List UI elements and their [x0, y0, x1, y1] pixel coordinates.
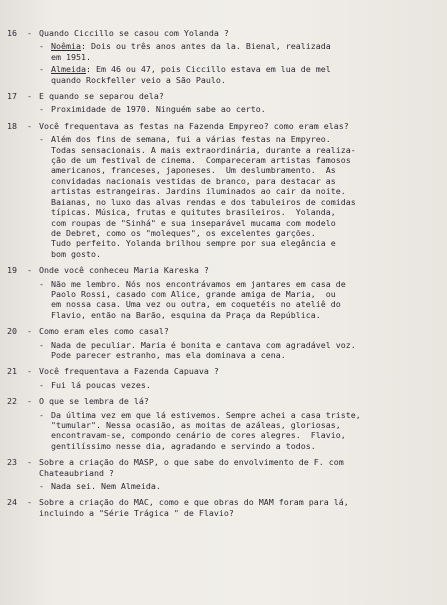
answer: [39, 481, 443, 491]
answer-line: Nada de peculiar. Maria é bonita e cantava com agradável voz.: [51, 339, 356, 350]
question: [7, 265, 443, 275]
question-number: 18: [7, 120, 17, 131]
question-text: [39, 457, 443, 478]
answer-dash: -: [39, 64, 44, 75]
answer-line: Além dos fins de semana, fui a várias festas na Empyreo.: [51, 134, 331, 145]
question-dash: -: [27, 396, 32, 407]
answer-line: Tudo perfeito. Yolanda brilhou sempre por sua elegância e: [51, 238, 336, 249]
question: [7, 326, 443, 336]
question-line: Quando Ciccillo se casou com Yolanda ?: [39, 28, 229, 38]
question-dash: -: [27, 457, 32, 468]
question: [7, 497, 443, 518]
question-line: E quando se separou dela?: [39, 91, 164, 102]
answer-line: convidadas nacionais vestidas de branco, para destacar as: [51, 175, 336, 186]
question-block: [7, 326, 443, 360]
answer-dash: -: [39, 134, 44, 145]
question-line: Como eram eles como casal?: [39, 326, 169, 337]
question-number: 17: [7, 91, 17, 102]
answer-line: Pode parecer estranho, mas ela dominava a cena.: [51, 349, 286, 360]
answer-line: Nada sei. Nem Almeida.: [51, 481, 161, 492]
answer-dash: -: [39, 41, 44, 52]
question-line: O que se lembra de lá?: [39, 396, 149, 407]
question-text: [39, 28, 443, 38]
question-dash: -: [27, 497, 32, 508]
answer-line: Não me lembro. Nós nos encontrávamos em jantares em casa de: [51, 278, 346, 289]
answer-line: encontravam-se, compondo cenário de cores alegres. Flavio,: [51, 430, 346, 441]
question: [7, 366, 443, 376]
answer: [39, 64, 443, 85]
answer-line: ção de um festival de cinema. Compareceram artistas famosos: [51, 155, 351, 166]
answer-line: em nossa casa. Uma vez ou outra, em coquetéis no ateliê do: [51, 299, 341, 310]
answers: [39, 410, 443, 452]
answer-dash: -: [39, 104, 44, 115]
answer: [39, 380, 443, 390]
question-number: 22: [7, 396, 17, 407]
answer-text: : Em 46 ou 47, pois Ciccillo estava em lua de mel: [85, 64, 331, 75]
answer-line: em 1951.: [51, 51, 91, 62]
answer-line: [51, 41, 443, 51]
answer-line: artistas estrangeiras. Jardins iluminados ao cair da noite.: [51, 186, 346, 197]
question-number: 19: [7, 265, 17, 276]
question-text: [39, 326, 443, 336]
answer-line: típicas. Música, frutas e quitutes brasileiros. Yolanda,: [51, 207, 336, 218]
answers: [39, 134, 443, 259]
answer-line: "tumular". Nessa ocasião, as moitas de azáleas, gloriosas,: [51, 420, 341, 430]
question-block: [7, 497, 443, 518]
question-number: 23: [7, 457, 17, 468]
question-block: [7, 265, 443, 320]
answer: [39, 410, 443, 452]
question-dash: -: [27, 326, 32, 337]
question-text: [39, 396, 443, 406]
answer-line: Baianas, no luxo das alvas rendas e dos tabuleiros de comidas: [51, 196, 356, 207]
answer-line: [51, 64, 443, 74]
question-line: Onde você conheceu Maria Kareska ?: [39, 265, 209, 276]
answer: [39, 279, 443, 321]
answer: [39, 41, 443, 62]
question-dash: -: [27, 28, 32, 38]
answers: [39, 481, 443, 491]
question-block: [7, 457, 443, 491]
question-number: 21: [7, 366, 17, 377]
question-block: [7, 91, 443, 115]
question-text: [39, 366, 443, 376]
question-dash: -: [27, 366, 32, 377]
question-line: Você frequentava as festas na Fazenda Empyreo? como eram elas?: [39, 120, 349, 131]
answers: [39, 104, 443, 114]
question-text: [39, 497, 443, 518]
answer-line: quando Rockfeller veio a São Paulo.: [51, 74, 226, 85]
answer: [39, 104, 443, 114]
answer-dash: -: [39, 481, 44, 492]
answer-line: bom gosto.: [51, 248, 101, 259]
answer-line: Paolo Rossi, casado com Alice, grande amiga de Maria, ou: [51, 288, 336, 299]
question-block: [7, 366, 443, 390]
question-line: Sobre a criação do MAC, como e que obras do MAM foram para lá,: [39, 497, 349, 508]
question: [7, 91, 443, 101]
question-line: incluindo a "Série Trágica " de Flavio?: [39, 507, 234, 518]
speaker-name: Noêmia: [51, 41, 81, 52]
answer-line: americanos, franceses, japoneses. Um deslumbramento. As: [51, 165, 336, 176]
question: [7, 28, 443, 38]
answer: [39, 340, 443, 361]
question: [7, 457, 443, 478]
answer-line: Proximidade de 1970. Ninguém sabe ao certo.: [51, 104, 266, 115]
question-block: [7, 396, 443, 451]
answer-dash: -: [39, 379, 44, 390]
answer-line: com roupas de "Sinhá" e sua inseparável mucama com modelo: [51, 217, 336, 228]
answer-dash: -: [39, 339, 44, 350]
question-line: Sobre a criação do MASP, o que sabe do envolvimento de F. com: [39, 457, 344, 468]
answer-text: : Dois ou três anos antes da la. Bienal, realizada: [80, 41, 331, 52]
question-number: 16: [7, 28, 17, 38]
question-text: [39, 121, 443, 131]
question-line: Você frequentava a Fazenda Capuava ?: [39, 366, 219, 377]
answer-line: de Debret, como os "moleques", os excelentes garções.: [51, 227, 316, 238]
question: [7, 121, 443, 131]
answer-line: Todas sensacionais. A mais extraordinária, durante a realiza-: [51, 144, 356, 155]
answer-line: gentilíssimo nesse dia, agradando e servindo a todos.: [51, 440, 316, 451]
interview-transcript: [7, 28, 443, 524]
question-text: [39, 91, 443, 101]
answer-line: Da última vez em que lá estivemos. Sempre achei a casa triste,: [51, 409, 361, 420]
answer-dash: -: [39, 409, 44, 420]
answer-dash: -: [39, 278, 44, 289]
question: [7, 396, 443, 406]
question-number: 20: [7, 326, 17, 337]
question-dash: -: [27, 265, 32, 276]
answer-line: Flavio, então na Barão, esquina da Praça da República.: [51, 309, 321, 320]
question-number: 24: [7, 497, 17, 508]
answer-line: Fui lá poucas vezes.: [51, 379, 151, 390]
question-block: [7, 121, 443, 259]
speaker-name: Almeida: [51, 64, 86, 75]
question-text: [39, 265, 443, 275]
answers: [39, 340, 443, 361]
question-dash: -: [27, 91, 32, 102]
answers: [39, 380, 443, 390]
question-dash: -: [27, 120, 32, 131]
question-block: [7, 28, 443, 85]
answer: [39, 134, 443, 259]
answers: [39, 279, 443, 321]
question-line: Chateaubriand ?: [39, 467, 114, 478]
answers: [39, 41, 443, 85]
